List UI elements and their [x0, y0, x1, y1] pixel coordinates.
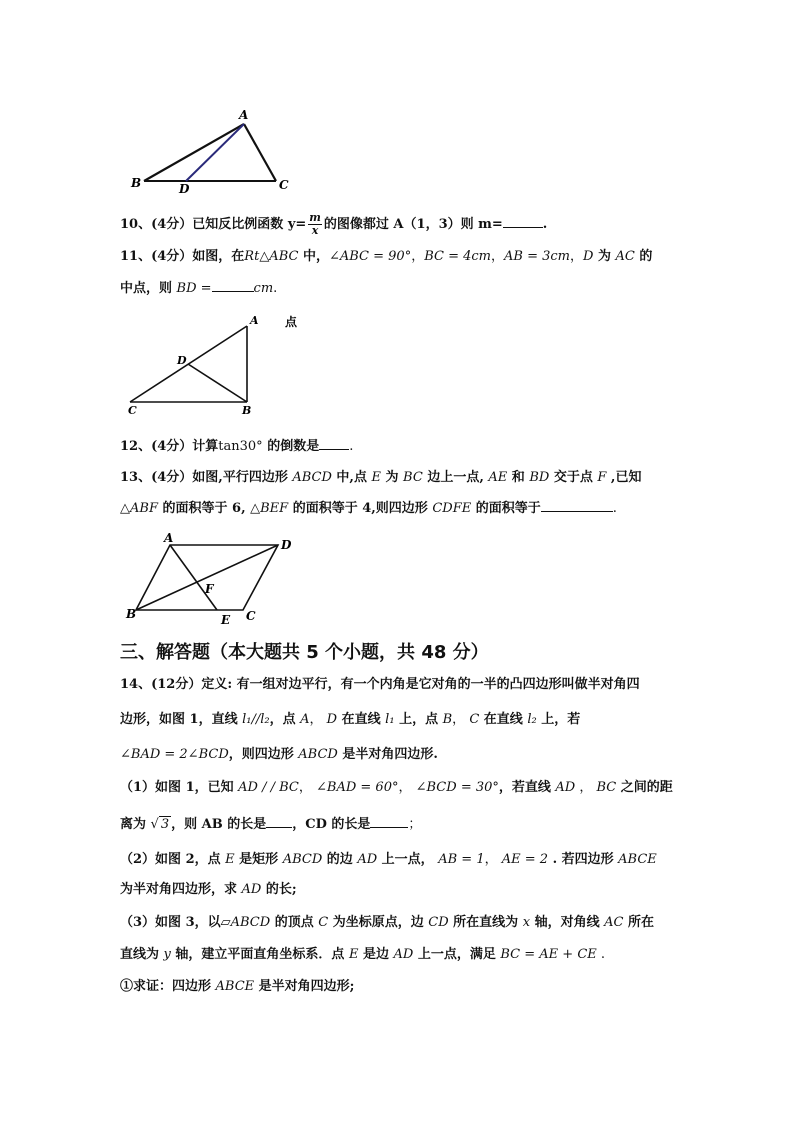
answer-blank [541, 499, 613, 512]
label-f: F [205, 582, 214, 596]
question-13-line-1: 13、(4分）如图,平行四边形 ABCD 中,点 E 为 BC 边上一点, AE 和 BD 交于点 F ,已知 [120, 470, 642, 485]
label-a: A [250, 314, 259, 327]
answer-blank-cd [370, 815, 408, 828]
label-c: C [246, 609, 256, 623]
question-14-part-3-line-2: 直线为 y 轴，建立平面直角坐标系．点 E 是边 AD 上一点，满足 BC = AE + CE . [120, 947, 606, 962]
sqrt-three: √ 3 [150, 817, 170, 832]
question-14-part-1-line-2: 离为 √ 3 ，则 AB 的长是 ，CD 的长是 ； [120, 815, 421, 835]
question-12: 12、(4分）计算tan30° 的倒数是 . [120, 439, 354, 454]
label-d: D [177, 354, 187, 367]
label-d: D [281, 538, 292, 552]
label-b: B [126, 607, 137, 621]
question-10: 10、(4分）已知反比例函数 y= $\frac{m}{x}$ 的图像都过 A（1，3）则 m= . [120, 211, 548, 237]
question-14-part-1-line-1: （1）如图 1，已知 AD / / BC， ∠BAD = 60°， ∠BCD = 30°，若直线 AD ， BC 之间的距 [120, 780, 673, 795]
label-c: C [279, 178, 289, 192]
figure-parallelogram [120, 530, 310, 630]
answer-blank [319, 437, 349, 450]
label-d: D [179, 182, 190, 195]
question-14-part-2-line-1: （2）如图 2，点 E 是矩形 ABCD 的边 AD 上一点， AB = 1， AE = 2 . 若四边形 ABCE [120, 852, 657, 867]
question-11-line-1: 11、(4分）如图，在Rt△ABC 中，∠ABC = 90°，BC = 4cm，AB = 3cm，D 为 AC 的 [120, 249, 653, 264]
question-14-line-2: 边形，如图 1，直线 l₁//l₂，点 A， D 在直线 l₁ 上，点 B， C 在直线 l₂ 上，若 [120, 712, 581, 727]
label-a: A [164, 531, 174, 545]
figure-right-triangle [120, 310, 320, 420]
question-14-part-3-sub-1: ①求证：四边形 ABCE 是半对角四边形; [120, 979, 355, 994]
section-title: 三、解答题（本大题共 5 个小题，共 48 分） [120, 642, 489, 663]
figure-triangle-abc-1 [125, 105, 300, 195]
label-e: E [221, 613, 231, 627]
label-c: C [128, 404, 137, 417]
question-14-part-2-line-2: 为半对角四边形，求 AD 的长; [120, 882, 297, 897]
answer-blank [212, 279, 254, 292]
question-14-part-3-line-1: （3）如图 3，以▱ABCD 的顶点 C 为坐标原点，边 CD 所在直线为 x 轴，对角线 AC 所在 [120, 915, 654, 930]
label-a: A [239, 108, 249, 122]
question-14-line-3: ∠BAD = 2∠BCD，则四边形 ABCD 是半对角四边形. [120, 747, 438, 762]
answer-blank [503, 215, 543, 228]
fraction-m-over-x: $\frac{m}{x}$ [309, 211, 321, 237]
label-dian: 点 [285, 315, 298, 329]
question-11-line-2: 中点，则 BD = cm. [120, 281, 278, 296]
label-b: B [242, 404, 252, 417]
label-b: B [131, 176, 142, 190]
question-14-line-1: 14、(12分）定义: 有一组对边平行，有一个内角是它对角的一半的凸四边形叫做半对角四 [120, 677, 640, 692]
question-13-line-2: △ABF 的面积等于 6, △BEF 的面积等于 4,则四边形 CDFE 的面积等于 . [120, 501, 617, 516]
answer-blank-ab [266, 815, 292, 828]
